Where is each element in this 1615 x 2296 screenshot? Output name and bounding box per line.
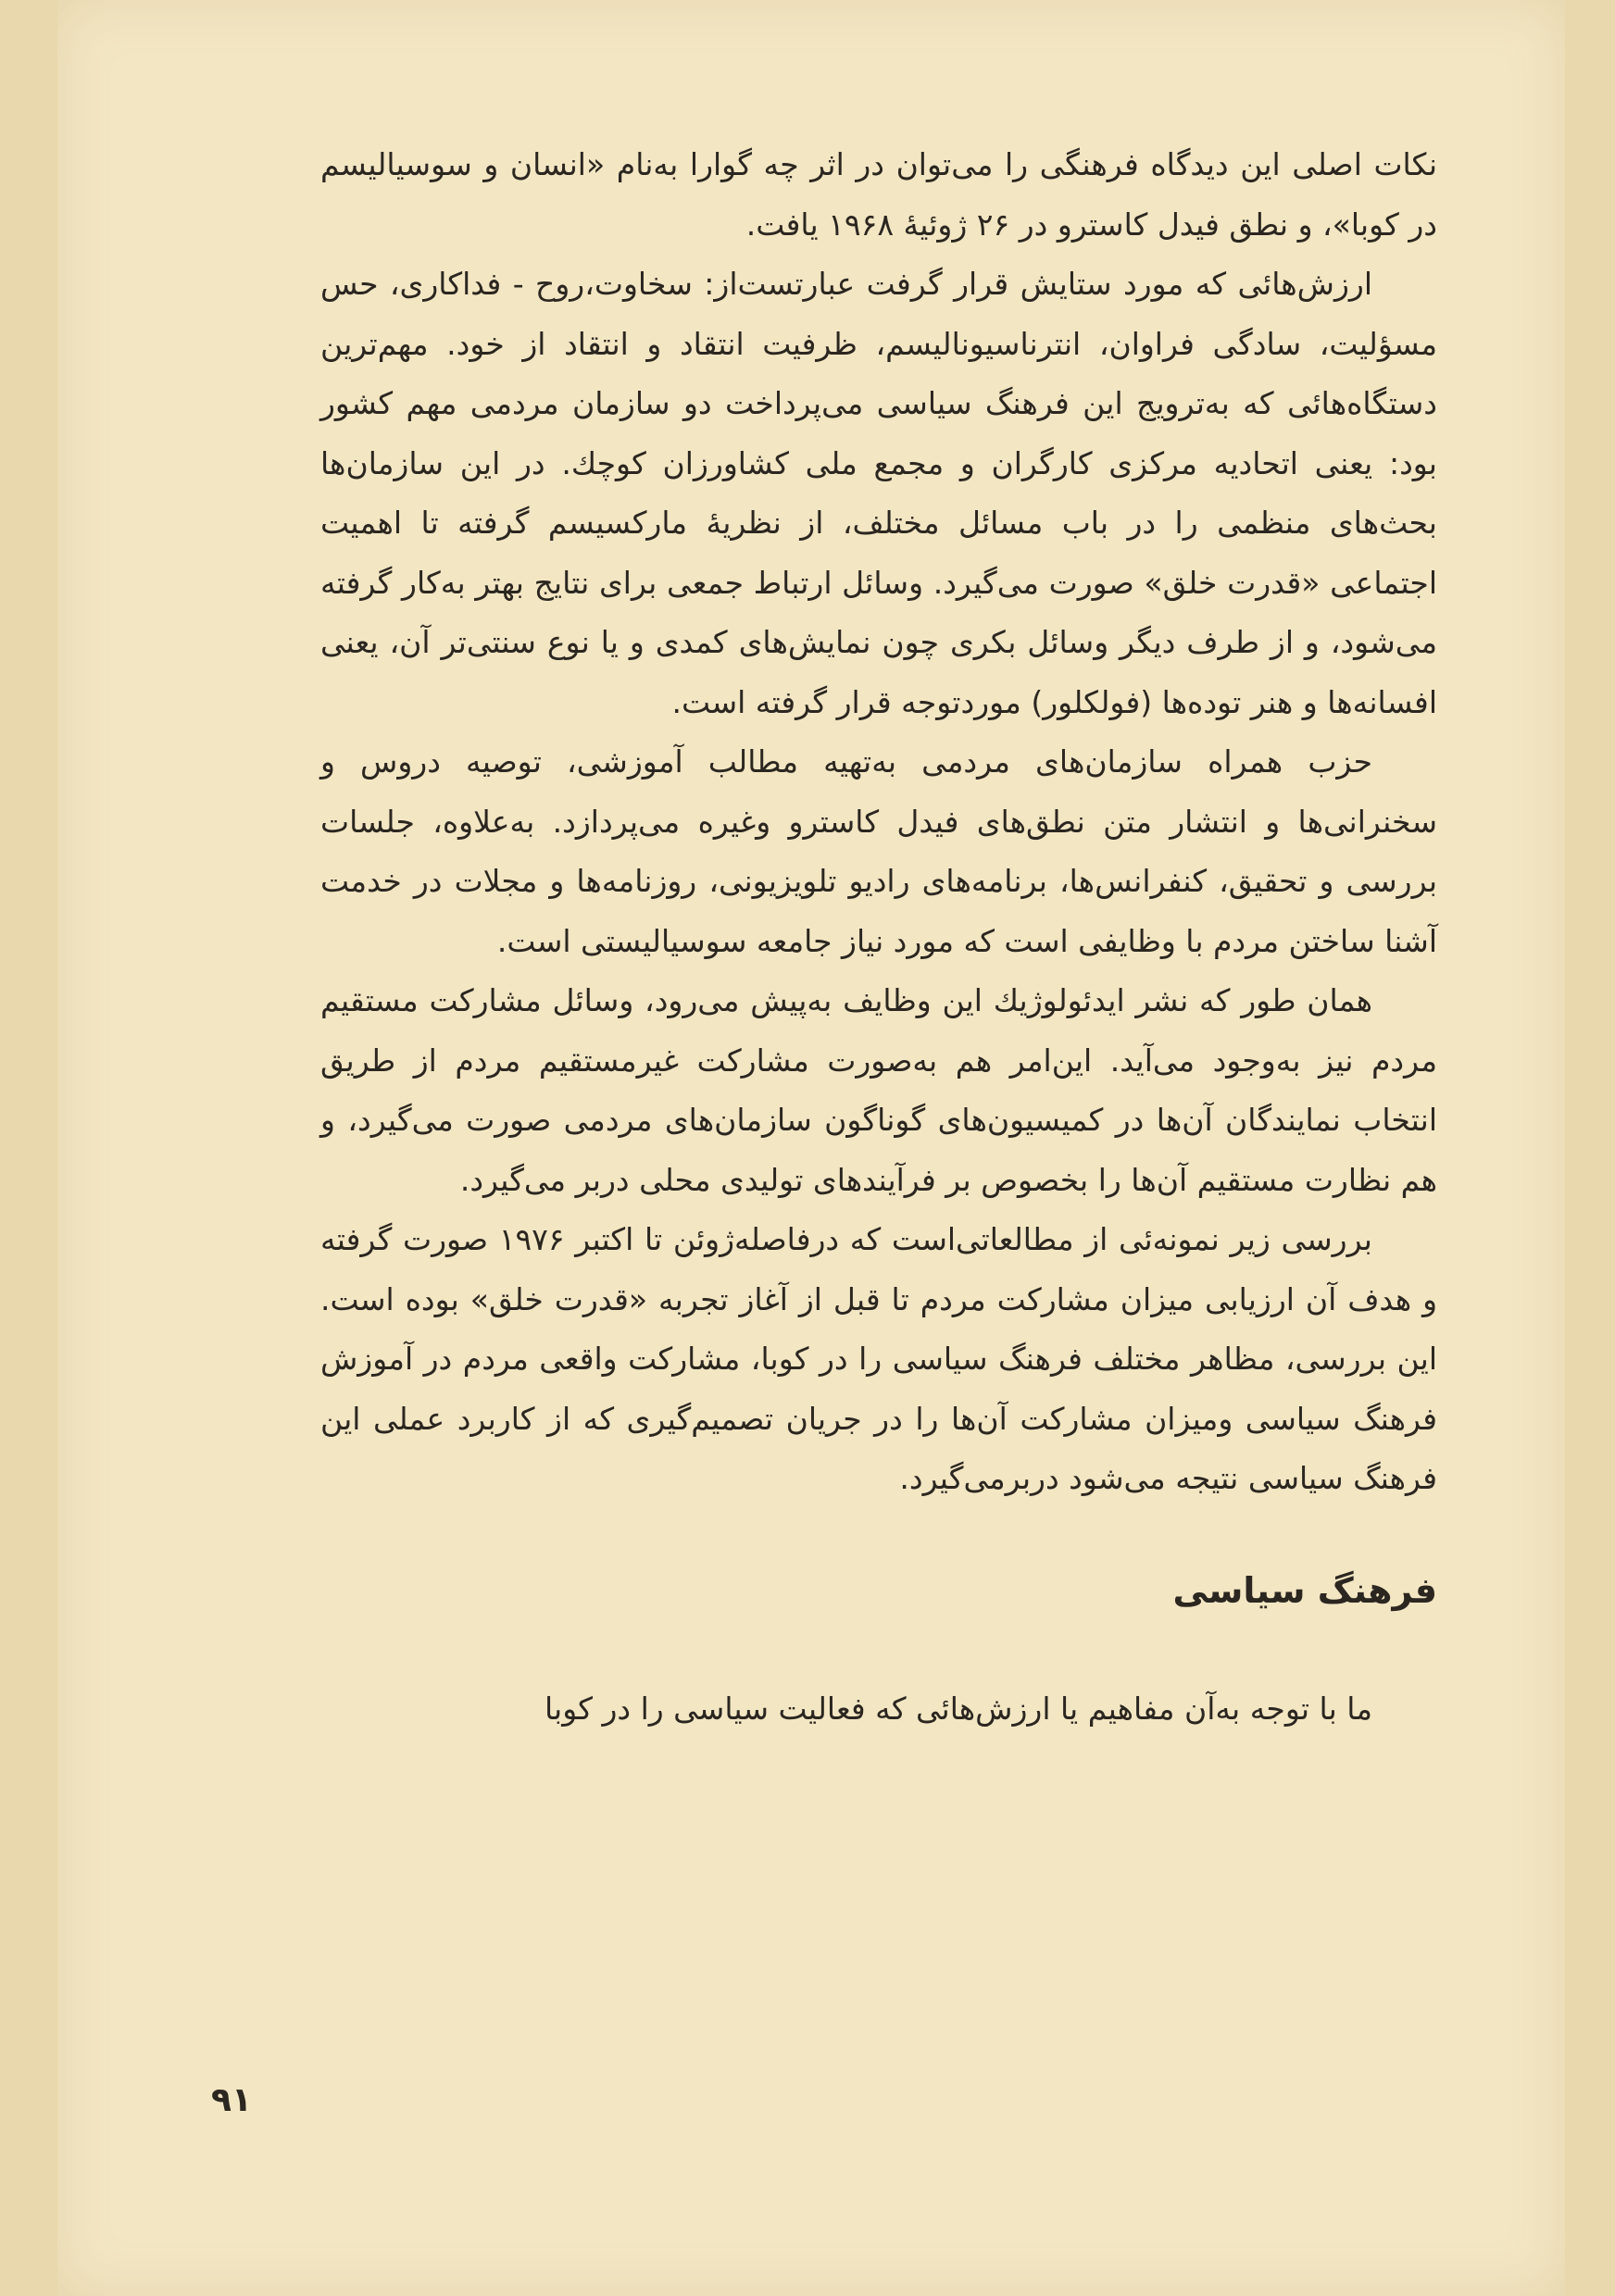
section-heading: فرهنگ سیاسی — [1172, 1569, 1437, 1611]
paragraph-3: حزب همراه سازمان‌های مردمی به‌تهیه مطالب آموزشی، توصیه دروس و سخنرانی‌ها و انتشار متن نطق‌های فیدل کاسترو وغیره می‌پردازد. به‌علاوه، جلسات بررسی و تحقیق، کنفرانس‌ها، برنامه‌های رادیو تلویزیونی، روزنامه‌ها و مجلات در خدمت آشنا ساختن مردم با وظایفی است که مورد نیاز جامعه سوسیالیستی است. — [320, 743, 1437, 959]
paragraph-5: بررسی زیر نمونه‌ئی از مطالعاتی‌است که درفاصله‌ژوئن تا اکتبر ۱۹۷۶ صورت گرفته و هدف آن ارزیابی میزان مشارکت مردم تا قبل از آغاز تجربه «قدرت خلق» بوده است. این بررسی، مظاهر مختلف فرهنگ سیاسی را در کوبا، مشارکت واقعی مردم در آموزش فرهنگ سیاسی ومیزان مشارکت آن‌ها را در جریان تصمیم‌گیری که از کاربرد عملی این فرهنگ سیاسی نتیجه می‌شود دربرمی‌گیرد. — [320, 1221, 1437, 1496]
paragraph-1: نکات اصلی این دیدگاه فرهنگی را می‌توان در اثر چه گوارا به‌نام «انسان و سوسیالیسم در کوبا»، و نطق فیدل کاسترو در ۲۶ ژوئیهٔ ۱۹۶۸ یافت. — [320, 146, 1437, 243]
paragraph-6: ما با توجه به‌آن مفاهیم یا ارزش‌هائی که فعالیت سیاسی را در کوبا — [544, 1690, 1372, 1727]
paragraph-2: ارزش‌هائی که مورد ستایش قرار گرفت عبارتست‌از: سخاوت،روح - فداکاری، حس مسؤلیت، سادگی فراوان، انترناسیونالیسم، ظرفیت انتقاد و انتقاد از خود. مهم‌ترین دستگاه‌هائی که به‌ترویج این فرهنگ سیاسی می‌پرداخت دو سازمان مردمی مهم کشور بود: یعنی اتحادیه مرکزی کارگران و مجمع ملی کشاورزان کوچك. در این سازمان‌ها بحث‌های منظمی را در باب مسائل مختلف، از نظریهٔ مارکسیسم گرفته تا اهمیت اجتماعی «قدرت خلق» صورت می‌گیرد. وسائل ارتباط جمعی برای نتایج بهتر به‌کار گرفته می‌شود، و از طرف دیگر وسائل بکری چون نمایش‌های کمدی و یا نوع سنتی‌تر آن، یعنی افسانه‌ها و هنر توده‌ها (فولکلور) موردتوجه قرار گرفته است. — [320, 266, 1437, 720]
paragraph-4: همان طور که نشر ایدئولوژیك این وظایف به‌پیش می‌رود، وسائل مشارکت مستقیم مردم نیز به‌وجود می‌آید. این‌امر هم به‌صورت مشارکت غیرمستقیم مردم از طریق انتخاب نمایندگان آن‌ها در کمیسیون‌های گوناگون سازمان‌های مردمی صورت می‌گیرد، و هم نظارت مستقیم آن‌ها را بخصوص بر فرآیندهای تولیدی محلی دربر می‌گیرد. — [320, 982, 1437, 1198]
page-number: ۹۱ — [211, 2081, 252, 2119]
body-text — [320, 135, 1437, 1739]
